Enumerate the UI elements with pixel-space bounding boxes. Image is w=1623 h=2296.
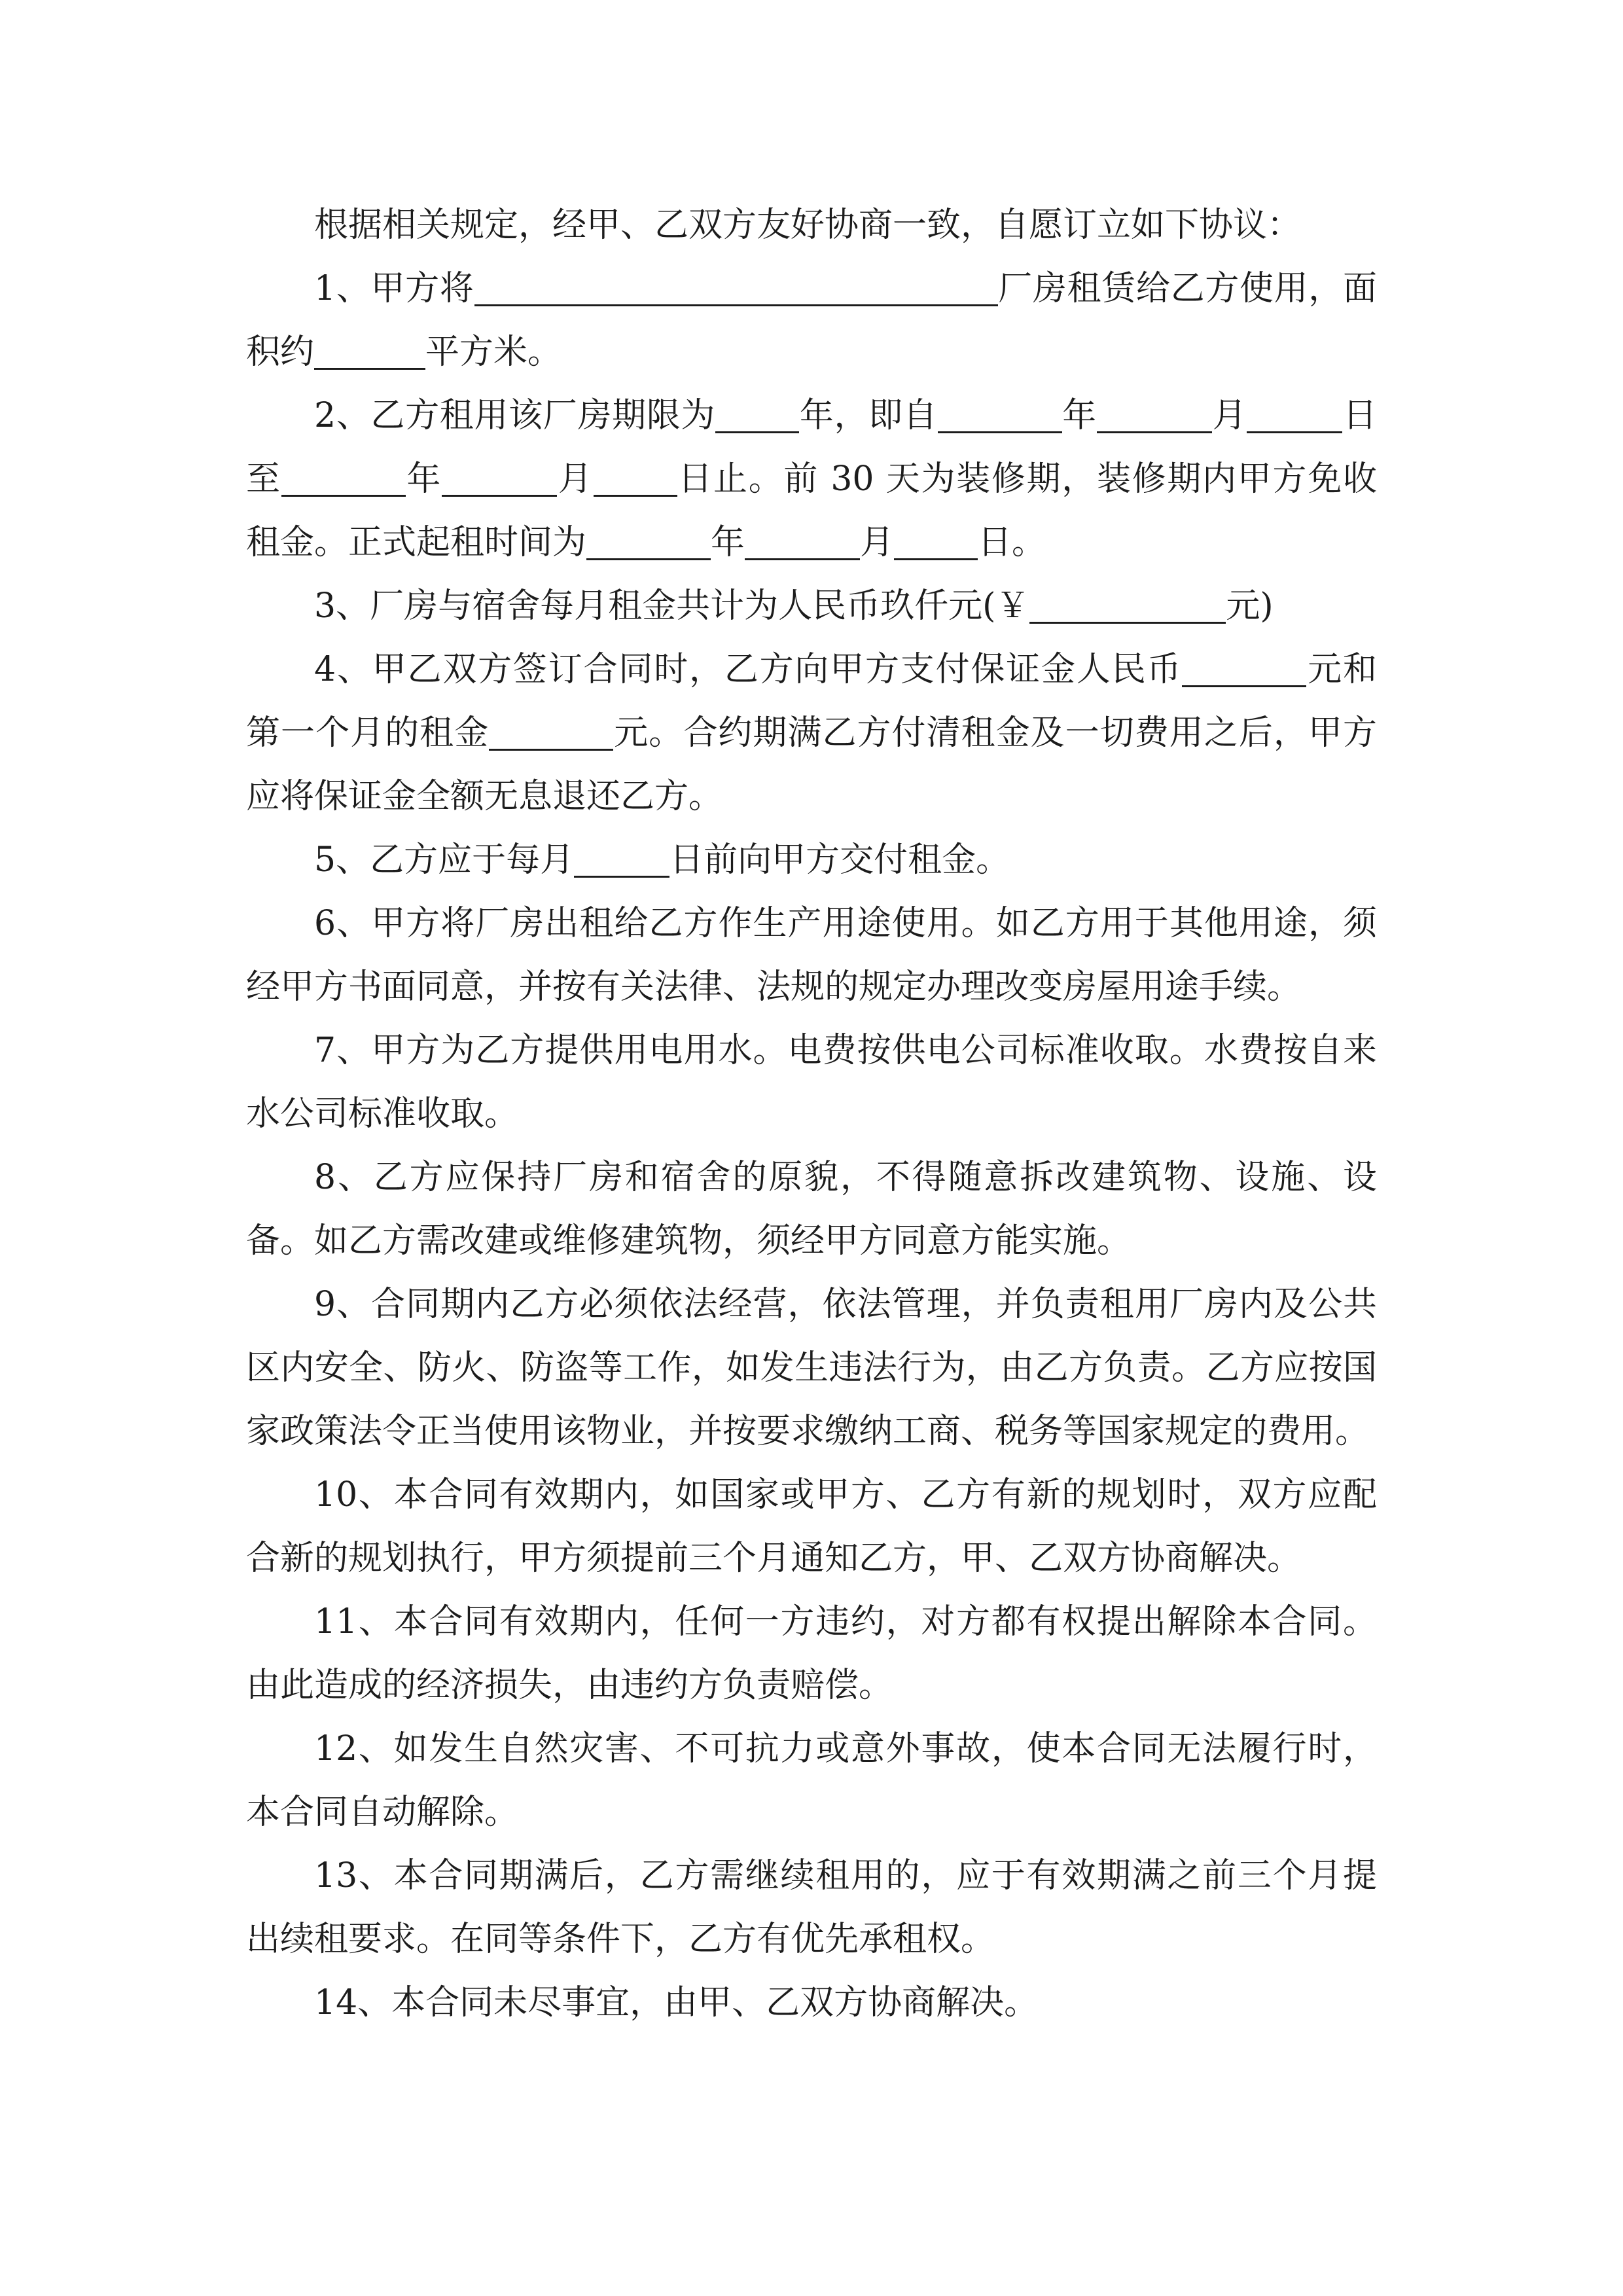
clause-5 <box>246 829 1377 892</box>
clause-2-text: 月 <box>1211 396 1247 435</box>
intro-paragraph <box>246 194 1377 257</box>
end-day-blank <box>594 461 677 497</box>
clause-2-text: 2、乙方租用该厂房期限为 <box>314 396 716 435</box>
clause-2-text: 年 <box>711 523 745 562</box>
lease-years-blank <box>715 397 799 433</box>
clause-7: 7、甲方为乙方提供用电用水。电费按供电公司标准收取。水费按自来水公司标准收取。 <box>246 1031 1377 1134</box>
clause-1-text: 1、甲方将 <box>314 269 474 308</box>
clause-4-text: 元和第一个月的租金 <box>246 650 1377 753</box>
clause-3-text: 3、厂房与宿舍每月租金共计为人民币玖仟元(￥ <box>314 586 1030 626</box>
factory-location-blank <box>474 270 998 306</box>
clause-9: 9、合同期内乙方必须依法经营，依法管理，并负责租用厂房内及公共区内安全、防火、防盗等工作，如发生违法行为，由乙方负责。乙方应按国家政策法令正当使用该物业，并按要求缴纳工商、税务等国家规定的费用。 <box>246 1285 1377 1451</box>
clause-1 <box>246 257 1377 384</box>
clause-13: 13、本合同期满后，乙方需继续租用的，应于有效期满之前三个月提出续租要求。在同等条件下，乙方有优先承租权。 <box>246 1856 1377 1959</box>
clause-3-text: 元) <box>1226 586 1274 626</box>
clause-1-text: 平方米。 <box>425 332 562 372</box>
clause-1-text: 厂房租赁给乙方使用，面积约 <box>246 269 1377 372</box>
rent-start-day-blank <box>894 524 978 560</box>
contract-body <box>246 194 1377 2035</box>
start-year-blank <box>938 397 1062 433</box>
end-year-blank <box>281 461 406 497</box>
clause-2-text: 年 <box>405 459 442 499</box>
clause-6: 6、甲方将厂房出租给乙方作生产用途使用。如乙方用于其他用途，须经甲方书面同意，并按有关法律、法规的规定办理改变房屋用途手续。 <box>246 904 1377 1007</box>
clause-8: 8、乙方应保持厂房和宿舍的原貌，不得随意拆改建筑物、设施、设备。如乙方需改建或维修建筑物，须经甲方同意方能实施。 <box>246 1158 1377 1261</box>
payment-day-blank <box>574 842 669 878</box>
clause-2-text: 日。 <box>978 523 1046 562</box>
start-day-blank <box>1247 397 1342 433</box>
clause-2-text: 日止。前 30 天为装修期，装修期内甲方免收租金。正式起租时间为 <box>246 459 1377 562</box>
clause-2-text: 月 <box>860 523 895 562</box>
clause-12: 12、如发生自然灾害、不可抗力或意外事故，使本合同无法履行时，本合同自动解除。 <box>246 1729 1377 1832</box>
deposit-blank <box>1182 651 1306 687</box>
clause-3 <box>246 575 1377 638</box>
area-blank <box>314 334 425 370</box>
end-month-blank <box>442 461 557 497</box>
intro-text: 根据相关规定，经甲、乙双方友好协商一致，自愿订立如下协议： <box>314 206 1302 245</box>
rent-start-month-blank <box>745 524 860 560</box>
clause-2 <box>246 384 1377 575</box>
rent-start-year-blank <box>586 524 711 560</box>
start-month-blank <box>1097 397 1212 433</box>
clause-4-text: 元。合约期满乙方付清租金及一切费用之后，甲方应将保证金全额无息退还乙方。 <box>246 713 1377 816</box>
clause-2-text: 月 <box>557 459 594 499</box>
clause-2-text: 年 <box>1061 396 1097 435</box>
monthly-rent-blank <box>1029 588 1226 624</box>
clause-4-text: 4、甲乙双方签订合同时，乙方向甲方支付保证金人民币 <box>314 650 1183 689</box>
clause-5-text: 5、乙方应于每月 <box>314 840 575 880</box>
first-month-rent-blank <box>489 715 613 751</box>
clause-10: 10、本合同有效期内，如国家或甲方、乙方有新的规划时，双方应配合新的规划执行，甲方须提前三个月通知乙方，甲、乙双方协商解决。 <box>246 1475 1377 1578</box>
clause-11: 11、本合同有效期内，任何一方违约，对方都有权提出解除本合同。由此造成的经济损失，由违约方负责赔偿。 <box>246 1602 1377 1705</box>
clause-5-text: 日前向甲方交付租金。 <box>669 840 1010 880</box>
clause-2-text: 年，即自 <box>799 396 938 435</box>
clause-14: 14、本合同未尽事宜，由甲、乙双方协商解决。 <box>314 1983 1039 2022</box>
clause-4 <box>246 638 1377 829</box>
clause-2-text: 日至 <box>246 396 1377 499</box>
